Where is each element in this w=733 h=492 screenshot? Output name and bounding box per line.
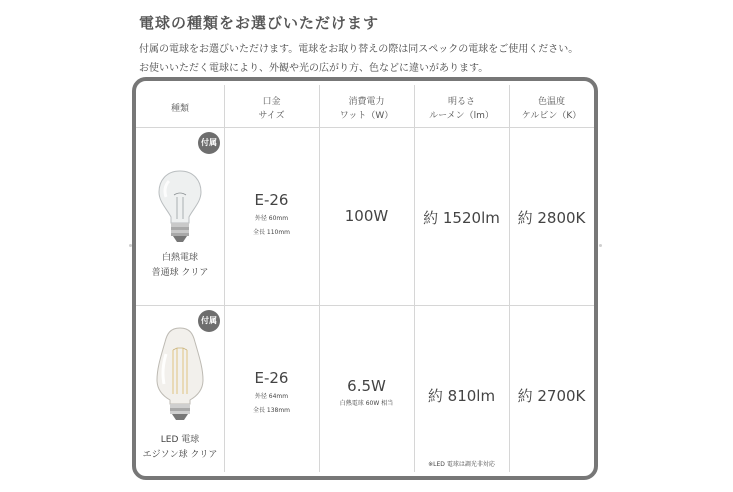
header-divider	[136, 127, 594, 128]
bulb-name-led	[136, 433, 224, 463]
description-line-1: 付属の電球をお選びいただけます。電球をお取り替えの際は同スペックの電球をご使用ください。	[139, 44, 579, 55]
lumen-value: 約 810lm	[427, 387, 496, 405]
header-kelvin-line2: ケルビン（K）	[521, 111, 582, 121]
header-base-line1: 口金	[262, 97, 281, 107]
bulb-spec-table	[132, 77, 598, 480]
base-cell	[224, 191, 319, 240]
column-divider	[509, 85, 510, 472]
kelvin-value: 約 2700K	[517, 387, 586, 405]
header-lumen-line1: 明るさ	[447, 97, 475, 107]
total-length: 全長 110mm	[252, 229, 291, 236]
description-line-2: お使いいただく電球により、外観や光の広がり方、色などに違いがあります。	[139, 63, 489, 74]
header-type	[136, 102, 224, 116]
led-edison-bulb-icon	[153, 324, 207, 422]
header-wattage-line2: ワット（W）	[339, 111, 394, 121]
bulb-name-line1: 白熱電球	[161, 253, 198, 263]
column-divider	[319, 85, 320, 472]
lumen-value: 約 1520lm	[423, 209, 500, 227]
included-badge: 付属	[198, 310, 220, 332]
outer-diameter: 外径 60mm	[254, 215, 289, 222]
base-size: E-26	[254, 191, 289, 209]
dimming-note: ※LED 電球は調光非対応	[428, 461, 495, 468]
outer-diameter: 外径 64mm	[254, 393, 289, 400]
clear-incandescent-bulb-icon	[156, 167, 204, 245]
header-base	[224, 95, 319, 123]
total-length: 全長 138mm	[252, 407, 291, 414]
bulb-name-line2: エジソン球 クリア	[142, 450, 218, 460]
bulb-name-line2: 普通球 クリア	[151, 268, 209, 278]
base-cell	[224, 369, 319, 418]
wattage-cell	[319, 377, 414, 411]
header-base-line2: サイズ	[258, 111, 285, 121]
header-kelvin-line1: 色温度	[537, 97, 565, 107]
header-lumen-line2: ルーメン（lm）	[429, 111, 494, 121]
header-lumen	[414, 95, 509, 123]
header-kelvin	[509, 95, 594, 123]
included-badge: 付属	[198, 132, 220, 154]
right-edge-dot	[599, 244, 602, 247]
row-divider	[136, 305, 594, 306]
wattage-value: 6.5W	[347, 377, 386, 395]
bulb-name-incandescent	[136, 251, 224, 281]
header-wattage-line1: 消費電力	[348, 97, 385, 107]
page-title: 電球の種類をお選びいただけます	[139, 14, 380, 32]
base-size: E-26	[254, 369, 289, 387]
column-divider	[414, 85, 415, 472]
wattage-equivalent-note: 白熱電球 60W 相当	[339, 400, 394, 407]
header-wattage	[319, 95, 414, 123]
wattage-value: 100W	[344, 207, 389, 225]
header-type-label: 種類	[170, 104, 189, 114]
bulb-name-line1: LED 電球	[160, 435, 200, 445]
kelvin-value: 約 2800K	[517, 209, 586, 227]
